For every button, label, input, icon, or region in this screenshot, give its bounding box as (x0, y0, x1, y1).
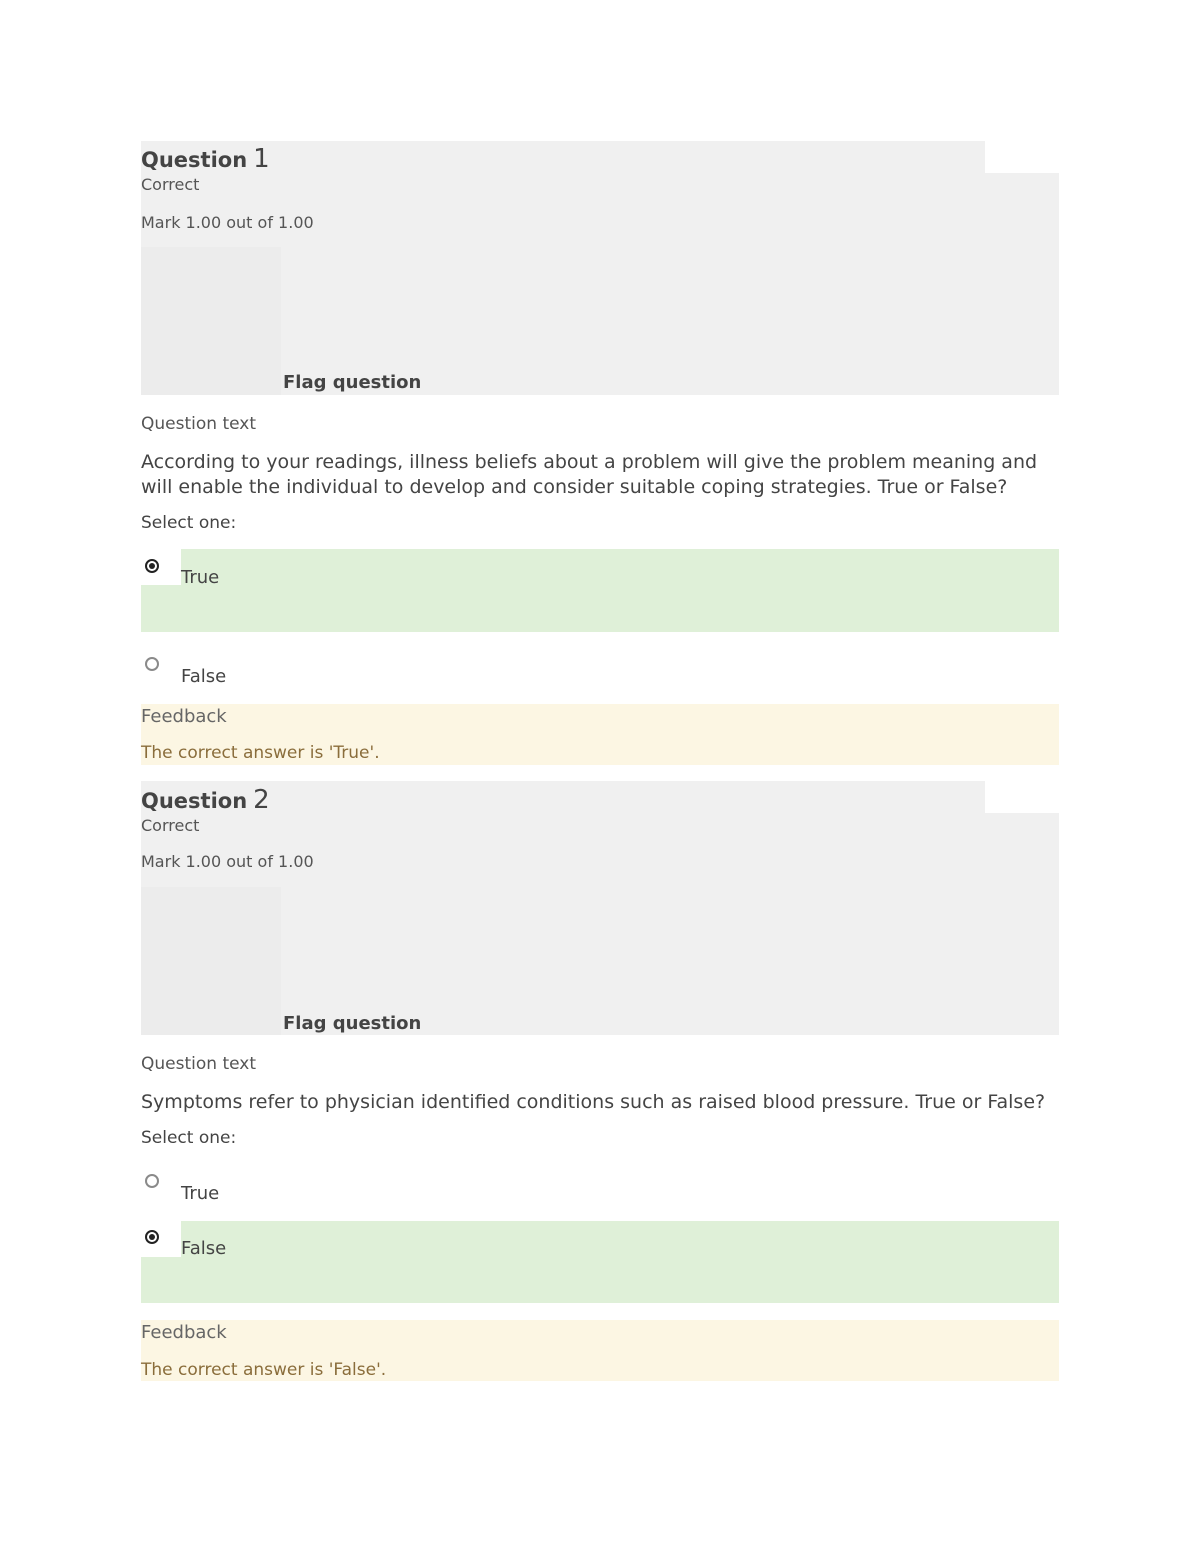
feedback-text: The correct answer is 'True'. (141, 743, 380, 763)
question-grade: Mark 1.00 out of 1.00 (141, 852, 314, 871)
feedback-text: The correct answer is 'False'. (141, 1360, 387, 1380)
question-text-label: Question text (141, 414, 256, 434)
feedback-title: Feedback (141, 706, 227, 727)
option-label-true[interactable]: True (181, 1183, 220, 1204)
radio-button-false[interactable] (145, 657, 159, 671)
question-number: 1 (253, 144, 270, 174)
question-number: 2 (253, 785, 270, 815)
feedback-title: Feedback (141, 1322, 227, 1343)
radio-button-true[interactable] (145, 1174, 159, 1188)
option-label-false[interactable]: False (181, 666, 227, 687)
correct-answer-highlight (141, 549, 1059, 632)
select-one-prompt: Select one: (141, 1128, 237, 1148)
flag-question-link[interactable]: Flag question (283, 1013, 422, 1034)
question-text: Symptoms refer to physician identified conditions such as raised blood pressure. True or False? (141, 1091, 1046, 1113)
question-text-label: Question text (141, 1054, 256, 1074)
radio-button-true[interactable] (145, 559, 159, 573)
option-label-true[interactable]: True (181, 567, 220, 588)
question-heading-label: Question (141, 789, 248, 813)
question-heading (141, 144, 270, 174)
option-label-false[interactable]: False (181, 1238, 227, 1259)
question-grade: Mark 1.00 out of 1.00 (141, 213, 314, 232)
question-text: According to your readings, illness beliefs about a problem will give the problem meaning and will enable the individual to develop and consider suitable coping strategies. True or False? (141, 451, 1038, 498)
select-one-prompt: Select one: (141, 513, 237, 533)
correct-answer-highlight (141, 1221, 1059, 1303)
question-state: Correct (141, 175, 200, 194)
flag-icon[interactable] (141, 887, 281, 1035)
question-state: Correct (141, 816, 200, 835)
question-heading-label: Question (141, 148, 248, 172)
question-heading (141, 785, 270, 815)
flag-icon[interactable] (141, 247, 281, 395)
flag-question-link[interactable]: Flag question (283, 372, 422, 393)
radio-button-false[interactable] (145, 1230, 159, 1244)
